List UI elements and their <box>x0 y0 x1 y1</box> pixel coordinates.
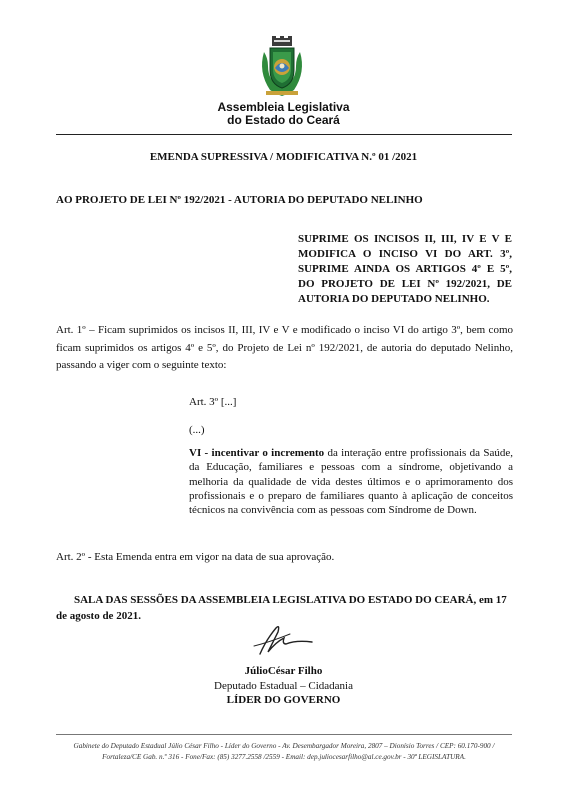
signature-block <box>0 664 567 708</box>
quoted-article-heading: Art. 3º [...] <box>189 396 237 408</box>
document-title: EMENDA SUPRESSIVA / MODIFICATIVA N.º 01 /2021 <box>149 151 418 163</box>
quoted-ellipsis: (...) <box>189 424 205 436</box>
article-2: Art. 2º - Esta Emenda entra em vigor na data de sua aprovação. <box>56 551 335 563</box>
inciso-vi-bold: VI - incentivar o incremento <box>189 447 325 459</box>
org-name-line2: do Estado do Ceará <box>227 113 340 127</box>
session-statement: SALA DAS SESSÕES DA ASSEMBLEIA LEGISLATIVA DO ESTADO DO CEARÁ, em 17 de agosto de 2021. <box>56 594 507 622</box>
footer-line-2: Fortaleza/CE Gab. n.º 316 - Fone/Fax: (85) 3277.2558 /2559 - Email: dep.juliocesarfilho@al.ce.gov.br - 30ª LEGISLATURA. <box>102 752 466 761</box>
coat-of-arms-logo <box>256 36 308 98</box>
footer-line-1: Gabinete do Deputado Estadual Júlio César Filho - Líder do Governo - Av. Desembargador Moreira, 2807 – Dionísio Torres / CEP: 60.170-900 / <box>73 742 495 750</box>
signer-title: LÍDER DO GOVERNO <box>226 694 341 706</box>
quoted-inciso-vi <box>189 446 513 517</box>
amendment-summary: SUPRIME OS INCISOS II, III, IV E V E MODIFICA O INCISO VI DO ART. 3º, SUPRIME AINDA OS ARTIGOS 4º E 5º, DO PROJETO DE LEI Nº 192/2021, DE AUTORIA DO DEPUTADO NELINHO. <box>298 233 512 305</box>
handwritten-signature <box>246 620 320 660</box>
document-subject: AO PROJETO DE LEI Nº 192/2021 - AUTORIA DO DEPUTADO NELINHO <box>56 194 423 206</box>
header-divider <box>56 134 512 135</box>
footer-address <box>56 741 512 762</box>
signer-role: Deputado Estadual – Cidadania <box>214 679 353 692</box>
footer-divider <box>56 734 512 735</box>
article-1: Art. 1º – Ficam suprimidos os incisos II, III, IV e V e modificado o inciso VI do artigo 3º, bem como ficam suprimidos os artigos 4º e 5º, do Projeto de Lei nº 192/2021, de autoria do deputado Nelinho, passando a viger com o seguinte texto: <box>56 324 513 371</box>
inciso-vi-text: da interação entre profissionais da Saúde, da Educação, familiares e pessoas com a síndrome, objetivando a melhoria da qualidade de vida destes últimos e o aprimoramento dos profissionais e o preparo de familiares quanto à aplicação de conceitos técnicos na convivência com as pessoas com Síndrome de Down. <box>189 447 514 517</box>
org-name-line1: Assembleia Legislativa <box>217 100 350 114</box>
signer-name: JúlioCésar Filho <box>244 665 323 677</box>
